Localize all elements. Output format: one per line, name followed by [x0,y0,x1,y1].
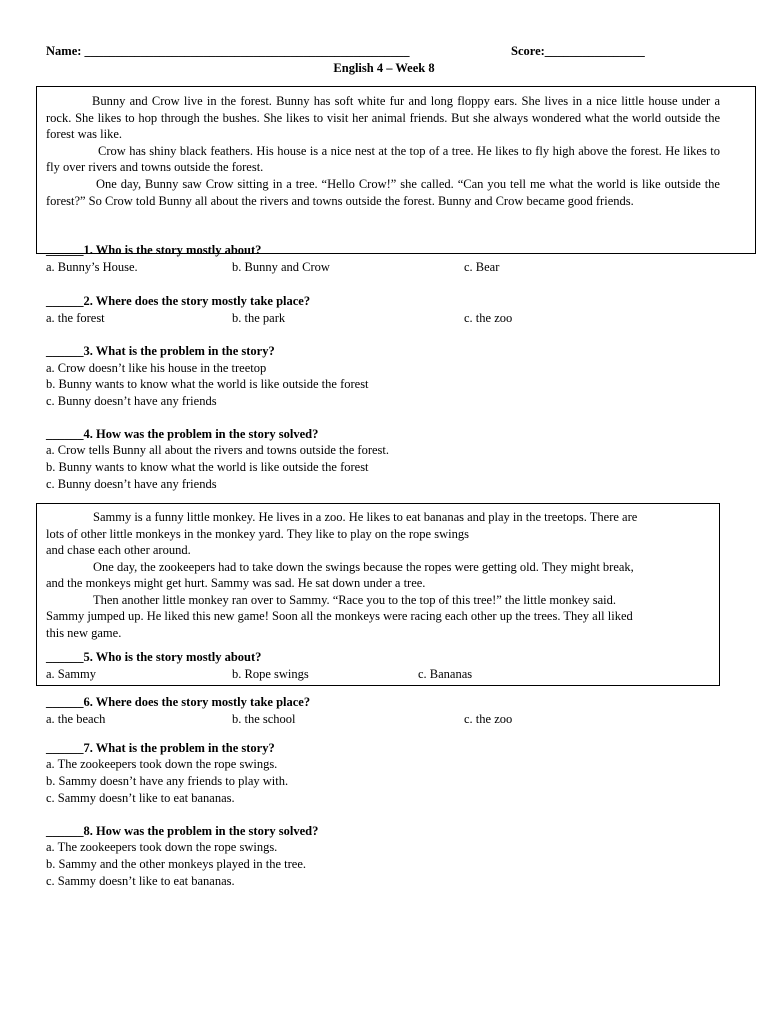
q4-option-c[interactable]: c. Bunny doesn’t have any friends [46,477,217,491]
story1-paragraph: Bunny and Crow live in the forest. Bunny has soft white fur and long floppy ears. She lives in a nice little house under a rock. She likes to hop through the bushes. She likes to visit her animal friends. But she always wondered what the world outside the forest was like. [46,94,720,142]
q5-option-c[interactable]: c. Bananas [418,667,473,681]
q1-option-a[interactable]: a. Bunny’s House. [46,260,138,274]
score-label: Score: [511,44,545,58]
q6-option-b[interactable]: b. the school [232,712,296,726]
q1-option-b[interactable]: b. Bunny and Crow [232,260,330,274]
q5-option-a[interactable]: a. Sammy [46,667,96,681]
q7-option-b[interactable]: b. Sammy doesn’t have any friends to play with. [46,774,289,788]
q4-option-b[interactable]: b. Bunny wants to know what the world is like outside the forest [46,460,369,474]
question-2: ______2. Where does the story mostly take place? [46,294,311,308]
q8-option-c[interactable]: c. Sammy doesn’t like to eat bananas. [46,874,235,888]
q3-option-c[interactable]: c. Bunny doesn’t have any friends [46,394,217,408]
q3-option-a[interactable]: a. Crow doesn’t like his house in the treetop [46,361,267,375]
page-subtitle: English 4 – Week 8 [333,61,435,75]
q2-option-c[interactable]: c. the zoo [464,311,513,325]
story2-line: this new game. [46,626,122,640]
q2-option-a[interactable]: a. the forest [46,311,105,325]
q3-option-b[interactable]: b. Bunny wants to know what the world is like outside the forest [46,377,369,391]
q8-option-a[interactable]: a. The zookeepers took down the rope swings. [46,840,278,854]
question-5: ______5. Who is the story mostly about? [46,650,262,664]
story1-paragraph: One day, Bunny saw Crow sitting in a tree. “Hello Crow!” she called. “Can you tell me what the world is like outside the forest?” So Crow told Bunny all about the rivers and towns outside the forest. Bunny and Crow became good friends. [46,176,720,208]
story1-paragraph: Crow has shiny black feathers. His house is a nice nest at the top of a tree. He likes to fly high above the forest. He likes to fly over rivers and towns outside the forest. [46,143,720,175]
name-label: Name: [46,44,85,58]
story2-line: Sammy jumped up. He liked this new game! Soon all the monkeys were racing each other up the trees. They all liked [46,609,633,623]
story2-line: and the monkeys might get hurt. Sammy was sad. He sat down under a tree. [46,576,426,590]
question-6: ______6. Where does the story mostly take place? [46,695,311,709]
story1-text [46,93,720,209]
q6-option-a[interactable]: a. the beach [46,712,106,726]
story2-line: One day, the zookeepers had to take down the swings because the ropes were getting old. They might break, [93,560,634,574]
story2-line: and chase each other around. [46,543,191,557]
question-3: ______3. What is the problem in the story? [46,344,275,358]
q6-option-c[interactable]: c. the zoo [464,712,513,726]
q1-option-c[interactable]: c. Bear [464,260,500,274]
story2-line: Then another little monkey ran over to Sammy. “Race you to the top of this tree!” the little monkey said. [93,593,617,607]
story2-line: Sammy is a funny little monkey. He lives in a zoo. He likes to eat bananas and play in the treetops. There are [93,510,638,524]
q5-option-b[interactable]: b. Rope swings [232,667,309,681]
question-1: ______1. Who is the story mostly about? [46,243,262,257]
score-field[interactable] [511,44,645,59]
q7-option-c[interactable]: c. Sammy doesn’t like to eat bananas. [46,791,235,805]
name-field[interactable] [46,44,410,59]
q8-option-b[interactable]: b. Sammy and the other monkeys played in the tree. [46,857,307,871]
q7-option-a[interactable]: a. The zookeepers took down the rope swings. [46,757,278,771]
question-4: ______4. How was the problem in the story solved? [46,427,319,441]
q2-option-b[interactable]: b. the park [232,311,286,325]
name-blank[interactable]: ____________________________________________________ [84,44,410,58]
q4-option-a[interactable]: a. Crow tells Bunny all about the rivers and towns outside the forest. [46,443,389,457]
score-blank[interactable]: ________________ [544,44,645,58]
question-7: ______7. What is the problem in the story? [46,741,275,755]
question-8: ______8. How was the problem in the story solved? [46,824,319,838]
story2-line: lots of other little monkeys in the monkey yard. They like to play on the rope swings [46,527,469,541]
